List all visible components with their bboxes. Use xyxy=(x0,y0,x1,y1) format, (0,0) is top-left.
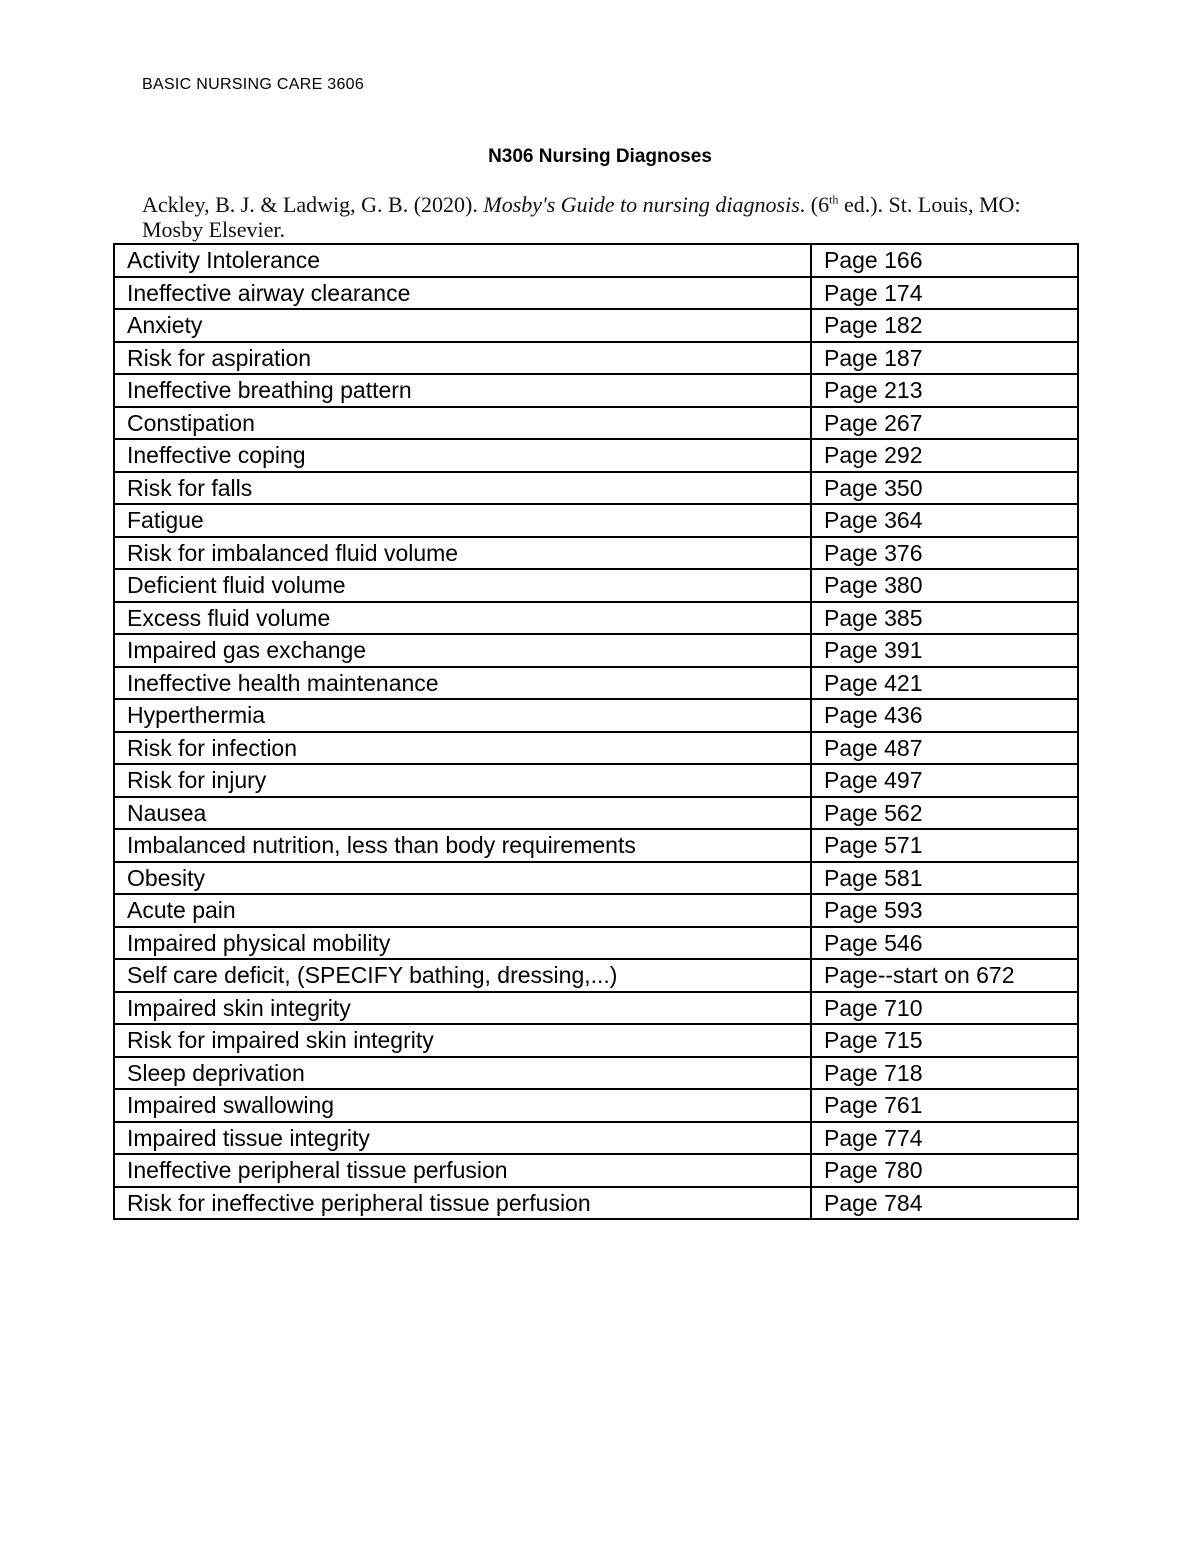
diagnosis-name: Impaired tissue integrity xyxy=(114,1122,811,1155)
diagnosis-name: Ineffective health maintenance xyxy=(114,667,811,700)
diagnosis-name: Risk for impaired skin integrity xyxy=(114,1024,811,1057)
diagnosis-page: Page--start on 672 xyxy=(811,959,1078,992)
diagnoses-table xyxy=(113,243,1079,1220)
diagnosis-page: Page 267 xyxy=(811,407,1078,440)
diagnosis-name: Ineffective breathing pattern xyxy=(114,374,811,407)
diagnosis-name: Deficient fluid volume xyxy=(114,569,811,602)
table-row xyxy=(114,504,1078,537)
diagnosis-name: Imbalanced nutrition, less than body requirements xyxy=(114,829,811,862)
table-row xyxy=(114,764,1078,797)
diagnosis-name: Excess fluid volume xyxy=(114,602,811,635)
diagnosis-name: Risk for ineffective peripheral tissue perfusion xyxy=(114,1187,811,1220)
table-row xyxy=(114,309,1078,342)
table-row xyxy=(114,927,1078,960)
table-row xyxy=(114,1187,1078,1220)
diagnosis-name: Risk for injury xyxy=(114,764,811,797)
diagnosis-name: Impaired physical mobility xyxy=(114,927,811,960)
table-row xyxy=(114,699,1078,732)
diagnosis-name: Anxiety xyxy=(114,309,811,342)
table-row xyxy=(114,537,1078,570)
diagnosis-name: Risk for infection xyxy=(114,732,811,765)
diagnosis-page: Page 761 xyxy=(811,1089,1078,1122)
diagnosis-page: Page 364 xyxy=(811,504,1078,537)
table-row xyxy=(114,439,1078,472)
table-row xyxy=(114,1057,1078,1090)
table-row xyxy=(114,277,1078,310)
diagnosis-page: Page 350 xyxy=(811,472,1078,505)
diagnosis-page: Page 436 xyxy=(811,699,1078,732)
table-row xyxy=(114,1089,1078,1122)
diagnosis-page: Page 710 xyxy=(811,992,1078,1025)
table-row xyxy=(114,959,1078,992)
table-row xyxy=(114,1024,1078,1057)
table-row xyxy=(114,862,1078,895)
diagnosis-page: Page 292 xyxy=(811,439,1078,472)
diagnosis-name: Activity Intolerance xyxy=(114,244,811,277)
citation-edition-sup: th xyxy=(829,192,839,207)
diagnosis-name: Ineffective airway clearance xyxy=(114,277,811,310)
diagnosis-page: Page 715 xyxy=(811,1024,1078,1057)
table-row xyxy=(114,992,1078,1025)
diagnosis-page: Page 718 xyxy=(811,1057,1078,1090)
citation-publisher: ed.). St. Louis, MO: Mosby Elsevier. xyxy=(142,192,1021,242)
diagnosis-page: Page 571 xyxy=(811,829,1078,862)
course-header: BASIC NURSING CARE 3606 xyxy=(142,76,365,93)
diagnosis-name: Ineffective coping xyxy=(114,439,811,472)
table-row xyxy=(114,732,1078,765)
diagnosis-name: Acute pain xyxy=(114,894,811,927)
diagnosis-page: Page 187 xyxy=(811,342,1078,375)
diagnosis-name: Constipation xyxy=(114,407,811,440)
diagnosis-page: Page 213 xyxy=(811,374,1078,407)
diagnoses-table-body xyxy=(114,244,1078,1219)
diagnosis-page: Page 593 xyxy=(811,894,1078,927)
diagnosis-page: Page 487 xyxy=(811,732,1078,765)
citation-book-title: Mosby's Guide to nursing diagnosis xyxy=(483,192,800,217)
diagnosis-page: Page 581 xyxy=(811,862,1078,895)
table-row xyxy=(114,894,1078,927)
diagnosis-name: Risk for aspiration xyxy=(114,342,811,375)
citation-authors: Ackley, B. J. & Ladwig, G. B. (2020). xyxy=(142,192,484,217)
diagnosis-page: Page 166 xyxy=(811,244,1078,277)
table-row xyxy=(114,1122,1078,1155)
diagnosis-page: Page 780 xyxy=(811,1154,1078,1187)
diagnosis-page: Page 421 xyxy=(811,667,1078,700)
diagnosis-name: Ineffective peripheral tissue perfusion xyxy=(114,1154,811,1187)
diagnosis-page: Page 385 xyxy=(811,602,1078,635)
reference-citation xyxy=(142,192,1062,242)
diagnosis-page: Page 497 xyxy=(811,764,1078,797)
table-row xyxy=(114,667,1078,700)
table-row xyxy=(114,407,1078,440)
diagnosis-page: Page 784 xyxy=(811,1187,1078,1220)
table-row xyxy=(114,374,1078,407)
diagnosis-page: Page 391 xyxy=(811,634,1078,667)
diagnosis-name: Nausea xyxy=(114,797,811,830)
diagnosis-name: Risk for imbalanced fluid volume xyxy=(114,537,811,570)
diagnosis-page: Page 774 xyxy=(811,1122,1078,1155)
table-row xyxy=(114,569,1078,602)
diagnosis-name: Impaired swallowing xyxy=(114,1089,811,1122)
diagnosis-name: Risk for falls xyxy=(114,472,811,505)
table-row xyxy=(114,472,1078,505)
diagnosis-name: Impaired skin integrity xyxy=(114,992,811,1025)
diagnosis-page: Page 546 xyxy=(811,927,1078,960)
diagnosis-name: Fatigue xyxy=(114,504,811,537)
document-title: N306 Nursing Diagnoses xyxy=(488,146,712,167)
diagnosis-page: Page 562 xyxy=(811,797,1078,830)
table-row xyxy=(114,602,1078,635)
diagnosis-page: Page 376 xyxy=(811,537,1078,570)
diagnosis-page: Page 174 xyxy=(811,277,1078,310)
table-row xyxy=(114,244,1078,277)
table-row xyxy=(114,1154,1078,1187)
citation-edition-pre: . (6 xyxy=(799,192,830,217)
diagnosis-name: Impaired gas exchange xyxy=(114,634,811,667)
table-row xyxy=(114,634,1078,667)
diagnosis-name: Sleep deprivation xyxy=(114,1057,811,1090)
diagnosis-name: Self care deficit, (SPECIFY bathing, dressing,...) xyxy=(114,959,811,992)
table-row xyxy=(114,342,1078,375)
diagnosis-page: Page 182 xyxy=(811,309,1078,342)
table-row xyxy=(114,829,1078,862)
diagnosis-name: Hyperthermia xyxy=(114,699,811,732)
diagnosis-name: Obesity xyxy=(114,862,811,895)
diagnosis-page: Page 380 xyxy=(811,569,1078,602)
table-row xyxy=(114,797,1078,830)
